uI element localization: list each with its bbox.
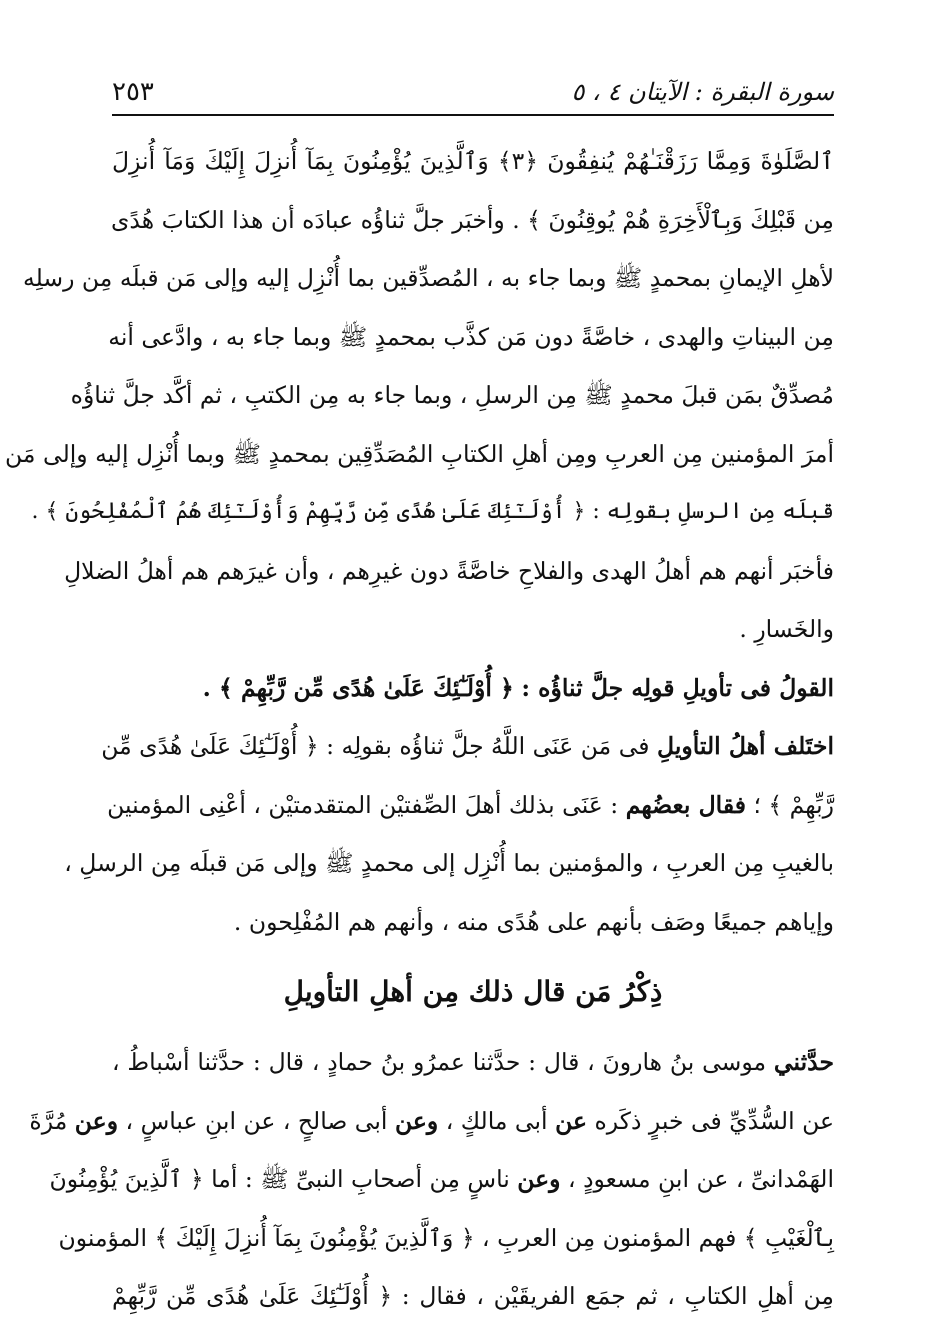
bold-phrase: فقال بعضُهم (625, 790, 746, 819)
text-span: مُرَّةَ (29, 1106, 68, 1135)
text-line: بِٱلْغَيْبِ ﴾ فهم المؤمنون مِن العربِ ، ﴿ وَٱلَّذِينَ يُؤْمِنُونَ بِمَآ أُنزِلَ إِلَيْكَ ﴾ المؤمنون (58, 1223, 834, 1252)
section-heading-label: القولُ فى تأويلِ قولِه جلَّ ثناؤُه : (521, 673, 834, 702)
text-line (49, 1150, 834, 1209)
text-line: فأخبَر أنهم هم أهلُ الهدى والفلاحِ خاصَّةً دون غيرِهم ، وأن غيرَهم هم أهلُ الضلالِ (64, 556, 834, 585)
bold-phrase: وعن (394, 1106, 439, 1135)
text-span: أبى صالحٍ ، عن ابنِ عباسٍ ، (125, 1106, 388, 1135)
text-span: أبى مالكٍ ، (445, 1106, 548, 1135)
page-number: ٢٥٣ (112, 77, 154, 107)
text-line: أمرَ المؤمنين مِن العربِ ومِن أهلِ الكتابِ المُصَدِّقِين بمحمدٍ ﷺ وبما أُنْزِل إليه وإلى مَن (5, 439, 834, 468)
text-span: رَّبِّهِمْ ﴾ ؛ (753, 790, 834, 819)
text-line: لأهلِ الإيمانِ بمحمدٍ ﷺ وبما جاء به ، المُصدِّقين بما أُنْزِل إليه وإلى مَن قبلَه مِن رسلِه (23, 264, 834, 292)
text-line (112, 1033, 834, 1092)
text-line: مِن البيناتِ والهدى ، خاصَّةً دون مَن كذَّب بمحمدٍ ﷺ وبما جاء به ، وادَّعى أنه (108, 322, 834, 351)
spacer (112, 1023, 834, 1033)
text-span: : عَنَى بذلك أهلَ الصِّفتيْن المتقدمتيْن ، أعْنِى المؤمنين (107, 790, 619, 819)
bold-phrase: اختَلف أهلُ التأويلِ (657, 732, 834, 760)
text-line: مِن أهلِ الكتابِ ، ثم جمَع الفريقَيْن ، فقال : ﴿ أُوْلَـٰٓئِكَ عَلَىٰ هُدًى مِّن رَّبِّهِمْ (112, 1282, 834, 1310)
text-line (101, 717, 834, 776)
text-line: قبلَه مِن الرسلِ بقولِه : ﴿ أُوْلَـٰٓئِكَ عَلَىٰ هُدًى مِّن رَّبِّهِمْ وَأُوْلَـٰٓئِكَ هُمُ ٱلْمُفْلِحُونَ ﴾ . (31, 499, 834, 524)
text-line (107, 776, 834, 835)
text-span: ناسٍ مِن أصحابِ النبىِّ ﷺ : أما ﴿ ٱلَّذِينَ يُؤْمِنُونَ (49, 1165, 510, 1193)
text-span: فى مَن عَنَى اللَّهُ جلَّ ثناؤُه بقولِه : ﴿ أُوْلَـٰٓئِكَ عَلَىٰ هُدًى مِّن (101, 732, 650, 760)
text-line: وإياهم جميعًا وصَف بأنهم على هُدًى منه ، وأنهم هم المُفْلِحون . (233, 907, 834, 936)
text-span: الهَمْدانىِّ ، عن ابنِ مسعودٍ ، (568, 1165, 834, 1193)
text-line: بالغيبِ مِن العربِ ، والمؤمنين بما أُنْزِل إلى محمدٍ ﷺ وإلى مَن قبلَه مِن الرسلِ ، (64, 849, 834, 877)
heading-verse: ﴿ أُوْلَـٰٓئِكَ عَلَىٰ هُدًى مِّن رَّبِّهِمْ ﴾ . (202, 673, 514, 702)
bold-phrase: عن (555, 1106, 587, 1135)
text-line: والخَسارِ . (739, 615, 834, 643)
bold-phrase: وعن (74, 1106, 119, 1135)
text-line: ٱلصَّلَوٰةَ وَمِمَّا رَزَقْنَـٰهُمْ يُنفِقُونَ ﴿٣﴾ وَٱلَّذِينَ يُؤْمِنُونَ بِمَآ أُنزِلَ إِلَيْكَ وَمَآ أُنزِلَ (112, 147, 834, 175)
text-span: موسى بنُ هارونَ ، قال : حدَّثنا عمرُو بنُ حمادٍ ، قال : حدَّثنا أسْباطُ ، (112, 1048, 767, 1076)
page-body (5, 132, 834, 1326)
text-line: مِن قَبْلِكَ وَبِٱلْأَخِرَةِ هُمْ يُوقِنُونَ ﴾ . وأخبَر جلَّ ثناؤُه عبادَه أن هذا الكتابَ هُدًى (110, 205, 834, 234)
running-title: سورة البقرة : الآيتان ٤ ، ٥ (571, 78, 834, 106)
running-header (112, 70, 834, 116)
text-line (29, 1092, 834, 1151)
bold-phrase: وعن (517, 1165, 561, 1193)
text-span: عن السُّدِّيِّ فى خبرٍ ذكَره (594, 1106, 834, 1135)
section-heading: ذِكْرُ مَن قال ذلك مِن أهلِ التأويلِ (283, 975, 663, 1008)
text-line: مُصدِّقٌ بمَن قبلَ محمدٍ ﷺ مِن الرسلِ ، وبما جاء به مِن الكتبِ ، ثم أكَّد جلَّ ثناؤُه (70, 381, 834, 409)
spacer (112, 951, 834, 961)
bold-phrase: حدَّثني (773, 1048, 834, 1076)
section-heading-verse (112, 659, 834, 718)
